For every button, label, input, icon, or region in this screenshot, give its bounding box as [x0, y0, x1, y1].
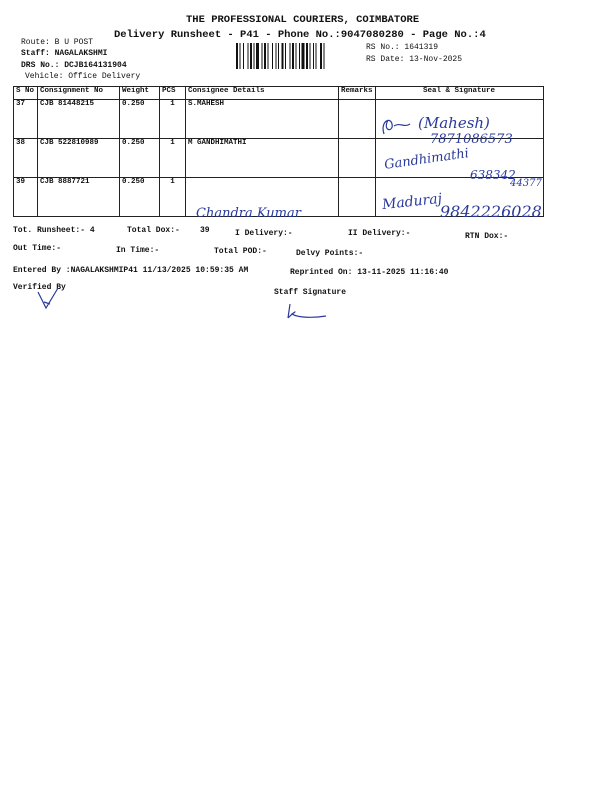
delvy-points: Delvy Points:-	[296, 249, 364, 258]
cell-pcs: 1	[160, 178, 186, 217]
col-sno: S No	[14, 87, 38, 100]
cell-weight: 0.250	[120, 100, 160, 139]
rtn-dox: RTN Dox:-	[465, 232, 509, 241]
tot-runsheet: Tot. Runsheet:- 4	[13, 226, 95, 235]
cell-sno: 39	[14, 178, 38, 217]
company-title: THE PROFESSIONAL COURIERS, COIMBATORE	[186, 14, 420, 26]
cell-consignment: CJB 81448215	[38, 100, 120, 139]
table-header-row	[14, 87, 544, 100]
route-text: Route: B U POST	[21, 38, 94, 47]
out-time: Out Time:-	[13, 244, 62, 253]
staff-signature-label: Staff Signature	[274, 288, 347, 297]
cell-pcs: 1	[160, 100, 186, 139]
col-pcs: PCS	[160, 87, 186, 100]
handwritten-phone-row1: 7871086573	[430, 132, 513, 147]
rs-number: RS No.: 1641319	[366, 43, 439, 52]
cell-sno: 37	[14, 100, 38, 139]
handwritten-name-row1: (Mahesh)	[418, 114, 490, 132]
col-seal-signature: Seal & Signature	[375, 87, 543, 100]
drs-number: DRS No.: DCJB164131904	[21, 61, 127, 70]
cell-consignee: S.MAHESH	[186, 100, 339, 139]
cell-remarks	[339, 100, 376, 139]
handwritten-extra-row2: 44377	[510, 178, 542, 189]
signature-scribble-1	[376, 112, 416, 140]
cell-weight: 0.250	[120, 178, 160, 217]
total-dox-value: 39	[200, 226, 210, 235]
total-pod: Total POD:-	[214, 247, 267, 256]
cell-sno: 38	[14, 139, 38, 178]
handwritten-phone-row3: 9842226028	[440, 202, 542, 221]
col-consignment: Consignment No	[38, 87, 120, 100]
staff-signature	[284, 302, 328, 322]
barcode	[236, 43, 360, 69]
cell-consignee: M GANDHIMATHI	[186, 139, 339, 178]
i-delivery: I Delivery:-	[235, 229, 293, 238]
ii-delivery: II Delivery:-	[348, 229, 411, 238]
cell-consignment: CJB 8887721	[38, 178, 120, 217]
cell-remarks	[339, 178, 376, 217]
cell-remarks	[339, 139, 376, 178]
entered-by: Entered By :NAGALAKSHMIP41 11/13/2025 10:59:35 AM	[13, 266, 249, 275]
handwritten-sign-row3: Maduraj	[381, 190, 443, 214]
staff-text: Staff: NAGALAKSHMI	[21, 49, 108, 58]
handwritten-name-row2: Gandhimathi	[383, 146, 470, 173]
col-consignee: Consignee Details	[186, 87, 339, 100]
runsheet-subtitle: Delivery Runsheet - P41 - Phone No.:9047080280 - Page No.:4	[114, 29, 486, 41]
cell-weight: 0.250	[120, 139, 160, 178]
cell-consignment: CJB 522810989	[38, 139, 120, 178]
handwritten-name-row3: Chandra Kumar	[196, 206, 301, 221]
vehicle-text: Vehicle: Office Delivery	[25, 72, 141, 81]
handwritten-pin-row2: 638342	[470, 168, 516, 182]
in-time: In Time:-	[116, 246, 160, 255]
total-dox-label: Total Dox:-	[127, 226, 180, 235]
verified-signature	[34, 286, 64, 312]
rs-date: RS Date: 13-Nov-2025	[366, 55, 463, 64]
reprinted-on: Reprinted On: 13-11-2025 11:16:40	[290, 268, 449, 277]
verified-by: Verified By	[13, 283, 66, 292]
col-remarks: Remarks	[339, 87, 376, 100]
cell-pcs: 1	[160, 139, 186, 178]
col-weight: Weight	[120, 87, 160, 100]
